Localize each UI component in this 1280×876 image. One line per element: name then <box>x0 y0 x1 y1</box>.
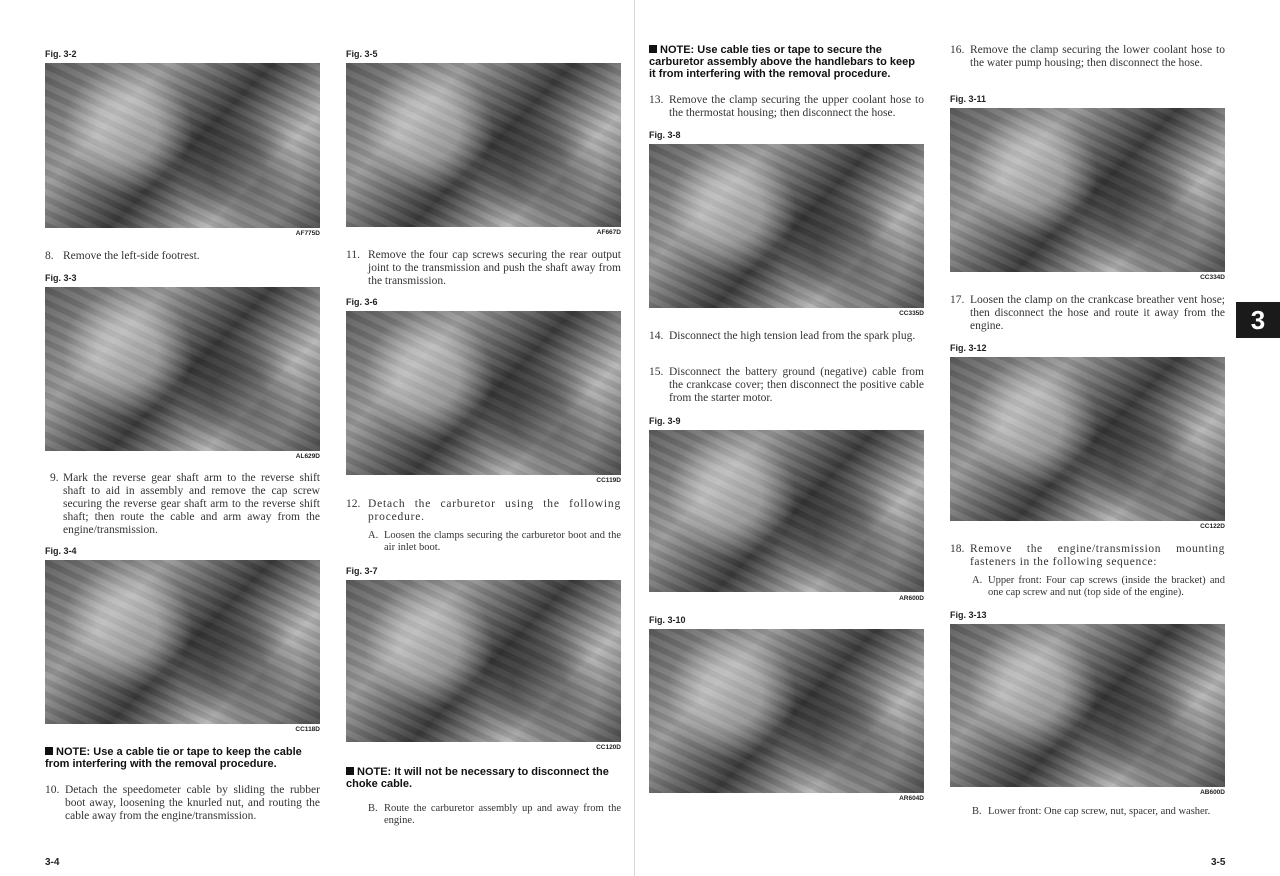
step-18: 18. Remove the engine/transmission mounting fasteners in the following sequence: <box>950 543 1225 568</box>
note-bullet <box>346 767 354 775</box>
figure-photo <box>346 63 621 227</box>
step-13: 13. Remove the clamp securing the upper coolant hose to the thermostat housing; then disconnect the hose. <box>649 94 924 119</box>
note-secure-carburetor: NOTE: Use cable ties or tape to secure the carburetor assembly above the handlebars to keep it from interfering with the removal procedure. <box>649 44 915 80</box>
figure-label: Fig. 3-2 <box>45 49 77 59</box>
figure-photo <box>45 63 320 228</box>
figure-photo <box>950 357 1225 521</box>
page-gutter <box>634 0 635 876</box>
figure-code: AR604D <box>899 795 924 802</box>
figure-code: CC118D <box>295 726 320 733</box>
figure-code: AR600D <box>899 595 924 602</box>
figure-photo <box>649 430 924 592</box>
figure-label: Fig. 3-3 <box>45 273 77 283</box>
figure-photo <box>950 624 1225 787</box>
step-18b: B. Lower front: One cap screw, nut, spacer, and washer. <box>972 806 1211 817</box>
page-number-right: 3-5 <box>1211 857 1226 868</box>
step-10: 10. Detach the speedometer cable by sliding the rubber boot away, loosening the knurled nut, and routing the cable away from the engine/transmission. <box>45 784 320 822</box>
figure-code: AL629D <box>295 453 320 460</box>
step-17: 17. Loosen the clamp on the crankcase breather vent hose; then disconnect the hose and route it away from the engine. <box>950 294 1225 332</box>
figure-photo <box>649 144 924 308</box>
note-bullet <box>45 747 53 755</box>
figure-label: Fig. 3-11 <box>950 94 987 104</box>
figure-code: AF775D <box>295 230 320 237</box>
figure-label: Fig. 3-9 <box>649 416 681 426</box>
step-12: 12. Detach the carburetor using the following procedure. <box>346 498 621 523</box>
step-15: 15. Disconnect the battery ground (negative) cable from the crankcase cover; then disconnect the positive cable from the starter motor. <box>649 366 924 404</box>
figure-photo <box>346 580 621 742</box>
figure-code: CC335D <box>899 310 924 317</box>
figure-label: Fig. 3-12 <box>950 343 987 353</box>
figure-code: CC119D <box>596 477 621 484</box>
page-number-left: 3-4 <box>45 857 60 868</box>
step-8: 8. Remove the left-side footrest. <box>45 250 200 262</box>
step-14: 14. Disconnect the high tension lead from the spark plug. <box>649 330 916 342</box>
figure-label: Fig. 3-4 <box>45 546 77 556</box>
figure-photo <box>950 108 1225 272</box>
figure-label: Fig. 3-8 <box>649 130 681 140</box>
figure-label: Fig. 3-13 <box>950 610 987 620</box>
figure-photo <box>346 311 621 475</box>
note-bullet <box>649 45 657 53</box>
figure-label: Fig. 3-7 <box>346 566 378 576</box>
figure-code: CC122D <box>1200 523 1225 530</box>
figure-label: Fig. 3-6 <box>346 297 378 307</box>
figure-label: Fig. 3-10 <box>649 615 686 625</box>
figure-code: CC334D <box>1200 274 1225 281</box>
figure-code: AB600D <box>1200 789 1225 796</box>
section-tab: 3 <box>1236 302 1280 338</box>
step-12b: B. Route the carburetor assembly up and away from the engine. <box>368 803 621 826</box>
note-choke-cable: NOTE: It will not be necessary to disconnect the choke cable. <box>346 766 609 790</box>
figure-photo <box>649 629 924 793</box>
figure-photo <box>45 560 320 724</box>
note-cable-tie: NOTE: Use a cable tie or tape to keep the cable from interfering with the removal procedure. <box>45 746 302 770</box>
step-12a: A. Loosen the clamps securing the carburetor boot and the air inlet boot. <box>368 530 621 553</box>
figure-label: Fig. 3-5 <box>346 49 378 59</box>
step-11: 11. Remove the four cap screws securing the rear output joint to the transmission and push the shaft away from the transmission. <box>346 249 621 287</box>
figure-code: AF667D <box>596 229 621 236</box>
step-16: 16. Remove the clamp securing the lower coolant hose to the water pump housing; then disconnect the hose. <box>950 44 1225 69</box>
figure-code: CC120D <box>596 744 621 751</box>
step-9: 9. Mark the reverse gear shaft arm to the reverse shift shaft to aid in assembly and remove the cap screw securing the reverse gear shaft arm to the reverse shift shaft; then route the cable and arm away from the engine/transmission. <box>50 472 320 536</box>
step-18a: A. Upper front: Four cap screws (inside the bracket) and one cap screw and nut (top side of the engine). <box>972 575 1225 598</box>
figure-photo <box>45 287 320 451</box>
